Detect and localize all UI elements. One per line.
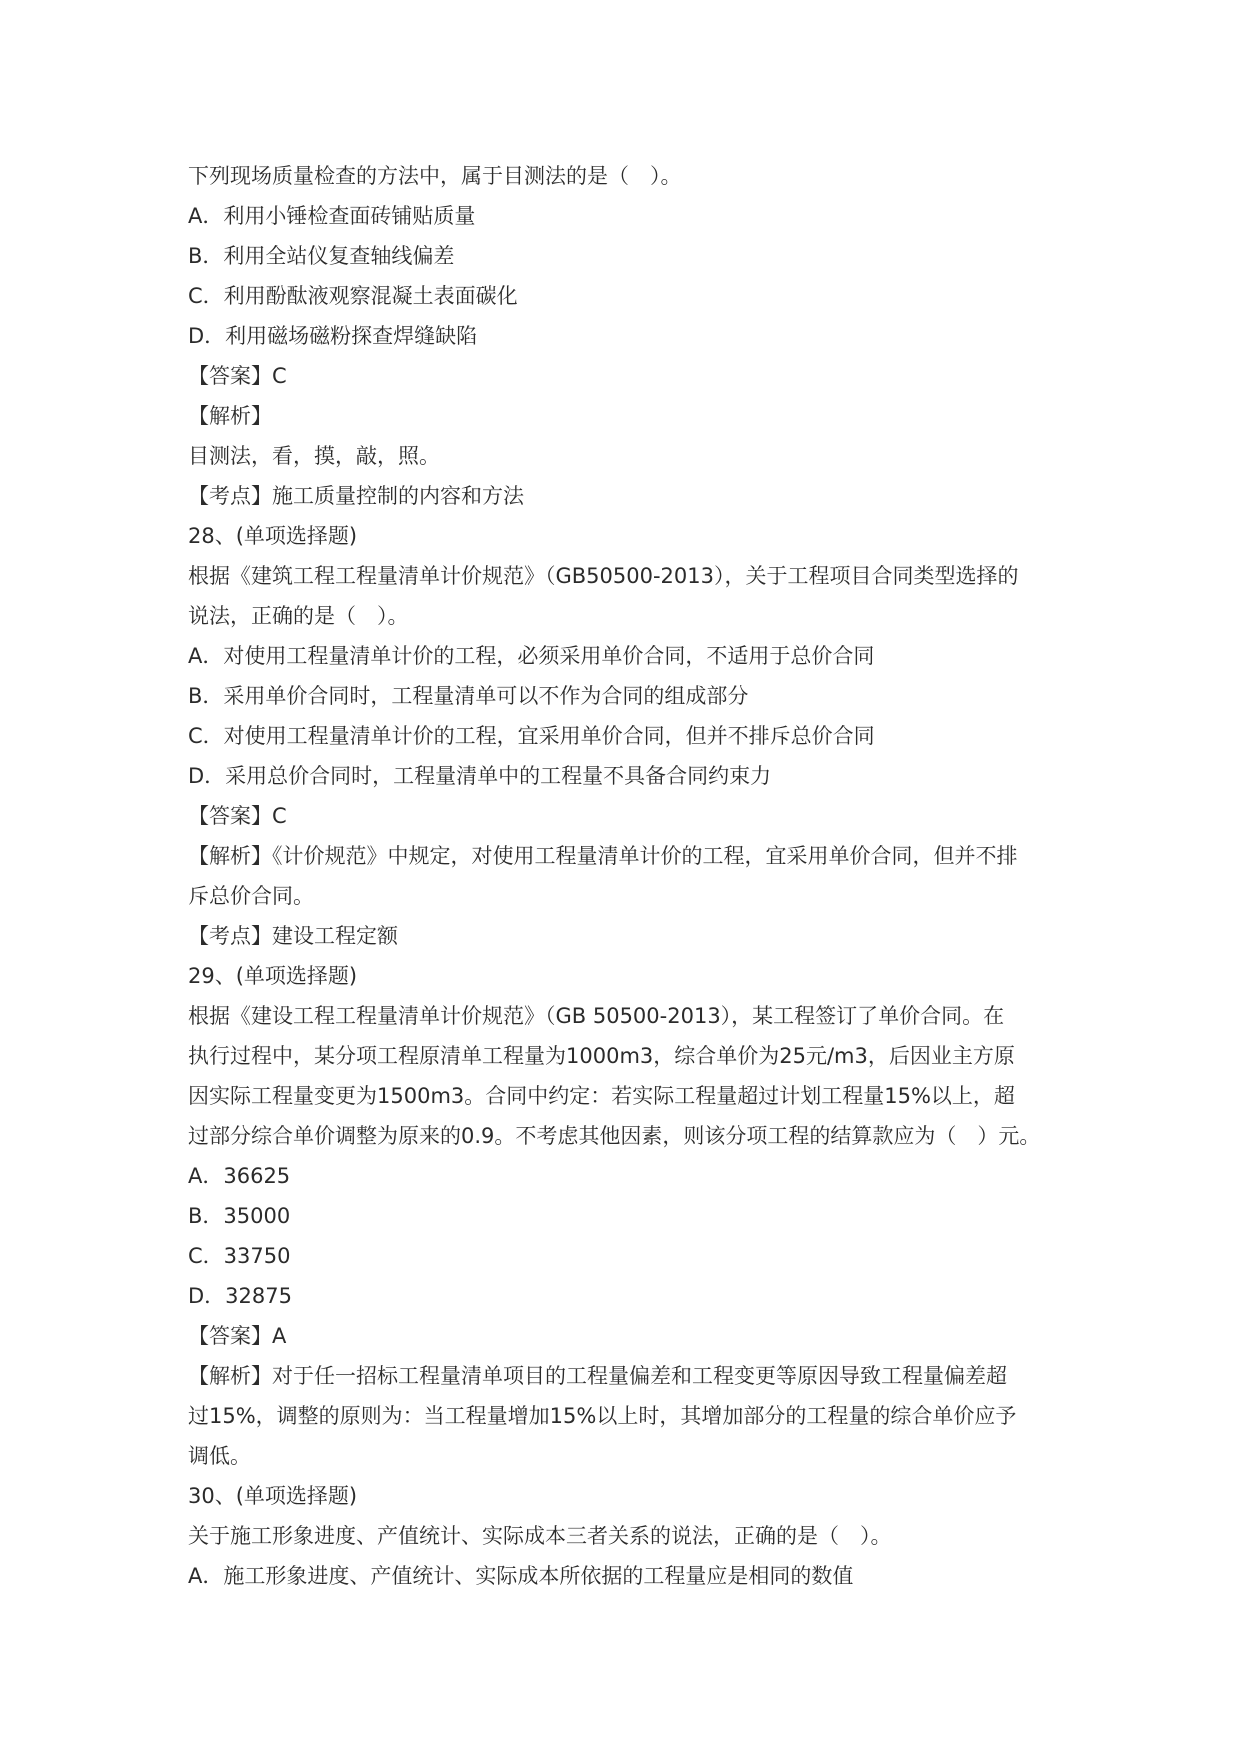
- question-29-stem-line-1: 根据《建设工程工程量清单计价规范》（GB 50500-2013），某工程签订了单价合同。在: [188, 1004, 1005, 1028]
- document-body: [188, 156, 1068, 1596]
- question-27-option-b: B．利用全站仪复查轴线偏差: [188, 244, 455, 268]
- question-29-option-b: B．35000: [188, 1204, 291, 1228]
- question-28-topic: 【考点】建设工程定额: [188, 924, 398, 948]
- question-27-analysis-label: 【解析】: [188, 404, 272, 428]
- question-30-header: 30、(单项选择题): [188, 1484, 358, 1508]
- question-29-answer: 【答案】A: [188, 1324, 287, 1348]
- question-28-option-b: B．采用单价合同时，工程量清单可以不作为合同的组成部分: [188, 684, 749, 708]
- question-28-header: 28、(单项选择题): [188, 524, 358, 548]
- question-27-option-a: A．利用小锤检查面砖铺贴质量: [188, 204, 476, 228]
- question-29-analysis-line-2: 过15%，调整的原则为：当工程量增加15%以上时，其增加部分的工程量的综合单价应予: [188, 1404, 1017, 1428]
- question-29-stem-line-3: 因实际工程量变更为1500m3。合同中约定：若实际工程量超过计划工程量15%以上，超: [188, 1084, 1015, 1108]
- question-28-answer: 【答案】C: [188, 804, 287, 828]
- question-29-analysis-line-3: 调低。: [188, 1444, 251, 1468]
- question-27-stem: 下列现场质量检查的方法中，属于目测法的是（ ）。: [188, 164, 682, 188]
- question-28-option-d: D．采用总价合同时，工程量清单中的工程量不具备合同约束力: [188, 764, 772, 788]
- question-30-option-a: A．施工形象进度、产值统计、实际成本所依据的工程量应是相同的数值: [188, 1564, 854, 1588]
- question-28-stem-line-1: 根据《建筑工程工程量清单计价规范》（GB50500-2013），关于工程项目合同类型选择的: [188, 564, 1019, 588]
- question-29-option-d: D．32875: [188, 1284, 292, 1308]
- question-28-stem-line-2: 说法，正确的是（ ）。: [188, 604, 409, 628]
- question-29-stem-line-2: 执行过程中，某分项工程原清单工程量为1000m3，综合单价为25元/m3，后因业主方原: [188, 1044, 1015, 1068]
- question-28-analysis-line-1: 【解析】《计价规范》中规定，对使用工程量清单计价的工程，宜采用单价合同，但并不排: [188, 844, 1018, 868]
- question-29-stem-line-4: 过部分综合单价调整为原来的0.9。不考虑其他因素，则该分项工程的结算款应为（ ）元。: [188, 1124, 1041, 1148]
- question-28-option-a: A．对使用工程量清单计价的工程，必须采用单价合同，不适用于总价合同: [188, 644, 875, 668]
- question-28-option-c: C．对使用工程量清单计价的工程，宜采用单价合同，但并不排斥总价合同: [188, 724, 875, 748]
- question-27-option-d: D．利用磁场磁粉探查焊缝缺陷: [188, 324, 478, 348]
- question-27-topic: 【考点】施工质量控制的内容和方法: [188, 484, 524, 508]
- question-29-option-a: A．36625: [188, 1164, 291, 1188]
- question-27-answer: 【答案】C: [188, 364, 287, 388]
- question-28-analysis-line-2: 斥总价合同。: [188, 884, 314, 908]
- question-30-stem: 关于施工形象进度、产值统计、实际成本三者关系的说法，正确的是（ ）。: [188, 1524, 892, 1548]
- question-29-analysis-line-1: 【解析】对于任一招标工程量清单项目的工程量偏差和工程变更等原因导致工程量偏差超: [188, 1364, 1007, 1388]
- question-27-option-c: C．利用酚酞液观察混凝土表面碳化: [188, 284, 518, 308]
- question-29-header: 29、(单项选择题): [188, 964, 358, 988]
- question-29-option-c: C．33750: [188, 1244, 291, 1268]
- question-27-analysis-text: 目测法，看，摸，敲，照。: [188, 444, 440, 468]
